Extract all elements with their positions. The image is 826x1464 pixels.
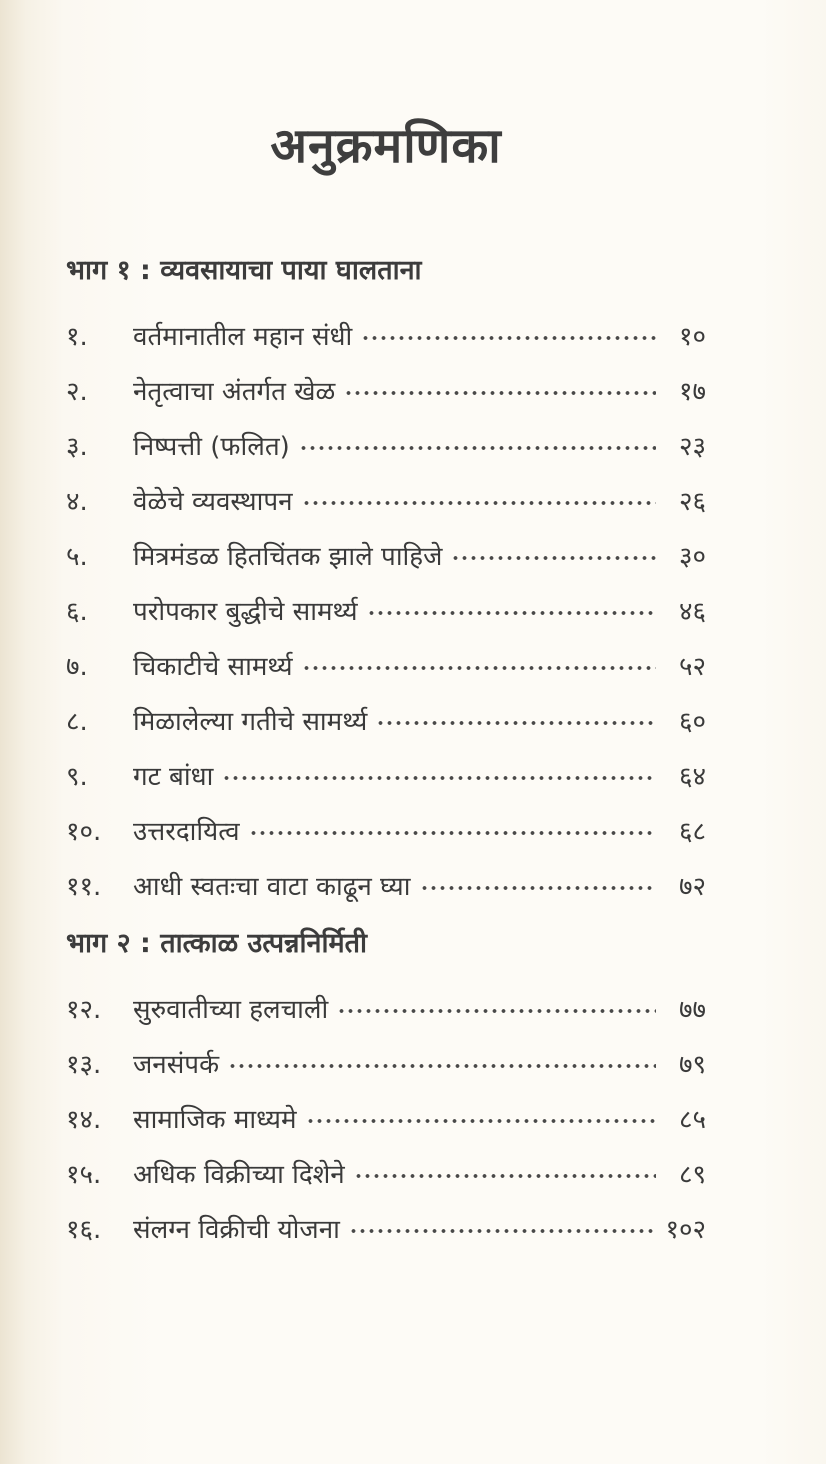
toc-entry-number: ६.: [66, 597, 88, 627]
toc-entry-number: ७.: [66, 652, 88, 682]
toc-entry-page: ७२: [678, 872, 706, 902]
toc-section: [66, 928, 706, 1244]
toc-row: [66, 1106, 706, 1134]
toc-entry-title: निष्पत्ती (फलित): [133, 432, 290, 462]
toc-row: [66, 433, 706, 461]
page-title: अनुक्रमणिका: [270, 118, 502, 174]
toc-entry-number: १४.: [66, 1105, 102, 1135]
toc-entry-number: १२.: [66, 995, 102, 1025]
toc-dot-leader: [420, 880, 657, 896]
toc-entry-page: १०२: [665, 1215, 706, 1245]
toc-entry-page: ७७: [678, 995, 706, 1025]
section-items: [66, 323, 706, 901]
toc-dot-leader: [306, 1113, 656, 1129]
toc-dot-leader: [451, 550, 656, 566]
toc-dot-leader: [344, 385, 656, 401]
toc-entry-page: ४६: [678, 597, 706, 627]
toc-dot-leader: [354, 1168, 656, 1184]
toc-entry-page: १०: [678, 322, 706, 352]
toc-entry-title: चिकाटीचे सामर्थ्य: [133, 652, 293, 682]
toc-row: [66, 1051, 706, 1079]
toc-row: [66, 818, 706, 846]
section-items: [66, 996, 706, 1244]
toc-row: [66, 543, 706, 571]
section-heading: भाग २ : तात्काळ उत्पन्ननिर्मिती: [66, 928, 368, 959]
toc-dot-leader: [222, 770, 656, 786]
toc-entry-page: ८५: [678, 1105, 706, 1135]
toc-row: [66, 873, 706, 901]
toc-entry-title: संलग्न विक्रीची योजना: [133, 1215, 340, 1245]
toc-entry-page: १७: [678, 377, 706, 407]
toc-entry-title: परोपकार बुद्धीचे सामर्थ्य: [133, 597, 358, 627]
toc-entry-title: नेतृत्वाचा अंतर्गत खेळ: [133, 377, 336, 407]
toc-row: [66, 323, 706, 351]
toc-entry-number: ९.: [66, 762, 88, 792]
toc-row: [66, 1161, 706, 1189]
toc-entry-title: गट बांधा: [133, 762, 214, 792]
toc-entry-page: २३: [678, 432, 706, 462]
toc-row: [66, 708, 706, 736]
toc-entry-number: १६.: [66, 1215, 102, 1245]
toc-entry-page: २६: [678, 487, 706, 517]
toc-row: [66, 653, 706, 681]
toc-entry-title: अधिक विक्रीच्या दिशेने: [133, 1160, 345, 1190]
toc-row: [66, 598, 706, 626]
toc-entry-title: वेळेचे व्यवस्थापन: [133, 487, 293, 517]
toc-entry-page: ८९: [678, 1160, 706, 1190]
toc-section: [66, 255, 706, 901]
toc-row: [66, 1216, 706, 1244]
toc-dot-leader: [349, 1223, 656, 1239]
book-page: [0, 112, 826, 1464]
toc-entry-number: १५.: [66, 1160, 102, 1190]
toc-entry-title: वर्तमानातील महान संधी: [133, 322, 353, 352]
toc-dot-leader: [361, 330, 656, 346]
toc-entry-page: ३०: [678, 542, 706, 572]
toc-row: [66, 378, 706, 406]
toc-entry-page: ६०: [678, 707, 706, 737]
toc-dot-leader: [376, 715, 656, 731]
toc-entry-title: आधी स्वतःचा वाटा काढून घ्या: [133, 872, 411, 902]
toc-entry-page: ५२: [678, 652, 706, 682]
toc-entry-number: ११.: [66, 872, 102, 902]
toc-row: [66, 996, 706, 1024]
toc-entry-title: सामाजिक माध्यमे: [133, 1105, 297, 1135]
toc-entry-number: ८.: [66, 707, 88, 737]
toc-dot-leader: [337, 1003, 656, 1019]
toc-entry-number: १३.: [66, 1050, 102, 1080]
toc-entry-title: सुरुवातीच्या हलचाली: [133, 995, 329, 1025]
toc-row: [66, 488, 706, 516]
section-heading: भाग १ : व्यवसायाचा पाया घालताना: [66, 255, 422, 286]
toc-dot-leader: [302, 660, 656, 676]
toc-dot-leader: [228, 1058, 656, 1074]
toc-row: [66, 763, 706, 791]
toc-entry-title: मिळालेल्या गतीचे सामर्थ्य: [133, 707, 368, 737]
toc-dot-leader: [367, 605, 656, 621]
toc-dot-leader: [249, 825, 656, 841]
toc-entry-title: मित्रमंडळ हितचिंतक झाले पाहिजे: [133, 542, 443, 572]
toc-entry-page: ७९: [678, 1050, 706, 1080]
toc-entry-number: १०.: [66, 817, 102, 847]
toc-entry-number: ३.: [66, 432, 88, 462]
toc-entry-page: ६८: [678, 817, 706, 847]
toc-entry-title: उत्तरदायित्व: [133, 817, 240, 847]
toc-entry-page: ६४: [678, 762, 706, 792]
toc-entry-number: १.: [66, 322, 88, 352]
table-of-contents: [66, 255, 706, 1244]
toc-dot-leader: [302, 495, 656, 511]
toc-entry-number: २.: [66, 377, 88, 407]
toc-entry-number: ४.: [66, 487, 88, 517]
toc-dot-leader: [299, 440, 656, 456]
toc-entry-title: जनसंपर्क: [133, 1050, 220, 1080]
toc-entry-number: ५.: [66, 542, 88, 572]
